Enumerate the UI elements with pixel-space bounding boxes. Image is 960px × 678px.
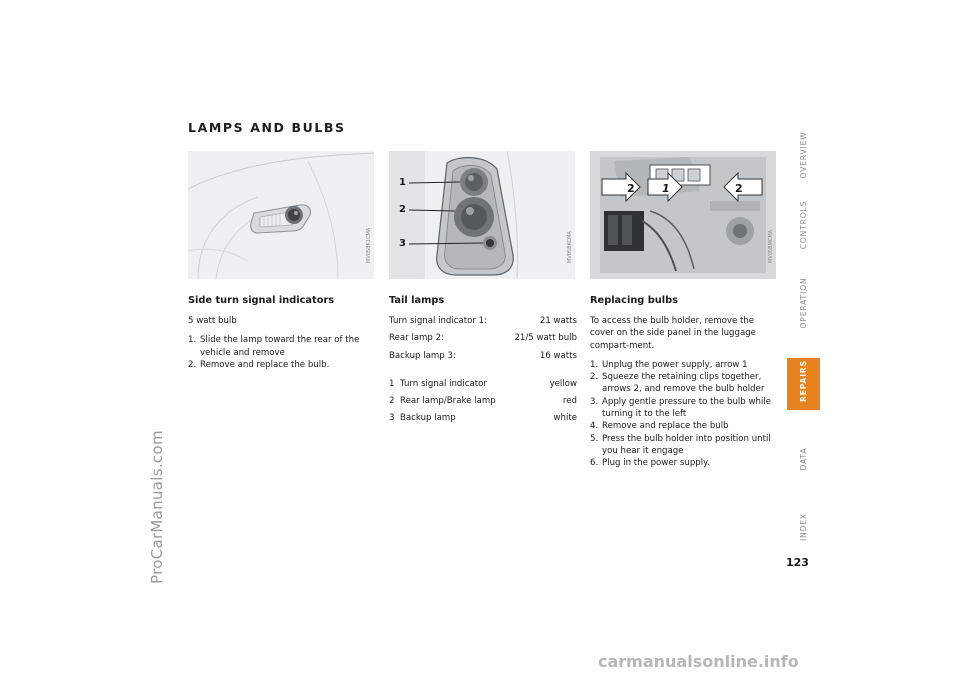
side-turn-intro: 5 watt bulb [188,316,237,326]
tail-lamps-section [389,295,577,430]
tab-repairs[interactable]: REPAIRS [799,360,808,402]
list-item: 2. Squeeze the retaining clips together, arrows 2, and remove the bulb holder [590,372,765,395]
figure-code: MV05BKCMA [567,231,573,263]
side-watermark: ProCarManuals.com [148,430,166,584]
bottom-watermark: carmanualsonline.info [598,652,799,671]
callout-label: 2 [735,182,743,195]
figure-side-turn-signal [188,151,374,279]
list-item: 4. Remove and replace the bulb [590,421,729,432]
tab-overview[interactable]: OVERVIEW [799,131,808,179]
side-turn-signal-section [188,295,376,371]
side-turn-heading: Side turn signal indicators [188,295,335,306]
list-item: 6. Plug in the power supply. [590,458,710,469]
figure-tail-lamps [389,151,575,279]
callout-label: 1 [399,177,406,188]
list-item: 1. Unplug the power supply, arrow 1 [590,359,748,370]
callout-label: 2 [627,182,635,195]
replacing-steps [590,359,780,470]
section-title: LAMPS AND BULBS [188,120,346,135]
figure-bulb-holder [590,151,776,279]
legend-row: 1 Turn signal indicator yellow [389,378,577,389]
list-item: 2. Remove and replace the bulb. [188,359,330,370]
replacing-bulbs-section [590,295,780,470]
list-item: 3. Apply gentle pressure to the bulb while turning it to the left [590,396,772,420]
spec-row: Turn signal indicator 1: 21 watts [389,316,577,326]
replacing-intro: To access the bulb holder, remove the cover on the side panel in the luggage compart-ment. [590,316,756,351]
page-number: 123 [786,556,809,569]
tab-controls[interactable]: CONTROLS [799,200,808,250]
tab-index[interactable]: INDEX [799,513,808,541]
callout-label: 2 [399,204,406,215]
list-item: 5. Press the bulb holder into position until you hear it engage [590,433,771,456]
legend-row: 3 Backup lamp white [389,413,577,424]
list-item: 1. Slide the lamp toward the rear of the vehicle and remove [188,335,360,358]
callout-label: 3 [399,238,406,249]
legend-row: 2 Rear lamp/Brake lamp red [389,396,577,407]
spec-row: Rear lamp 2: 21/5 watt bulb [389,333,577,344]
figure-code: MV05BK1CMA [366,227,372,263]
spec-row: Backup lamp 3: 16 watts [389,350,577,361]
tab-data[interactable]: DATA [799,447,808,471]
tab-operation[interactable]: OPERATION [799,277,808,329]
tail-lamps-heading: Tail lamps [389,295,445,306]
side-turn-steps [188,334,376,371]
replacing-heading: Replacing bulbs [590,295,678,306]
figure-code: MV05BMCMA [768,229,774,263]
callout-label: 1 [662,182,670,195]
